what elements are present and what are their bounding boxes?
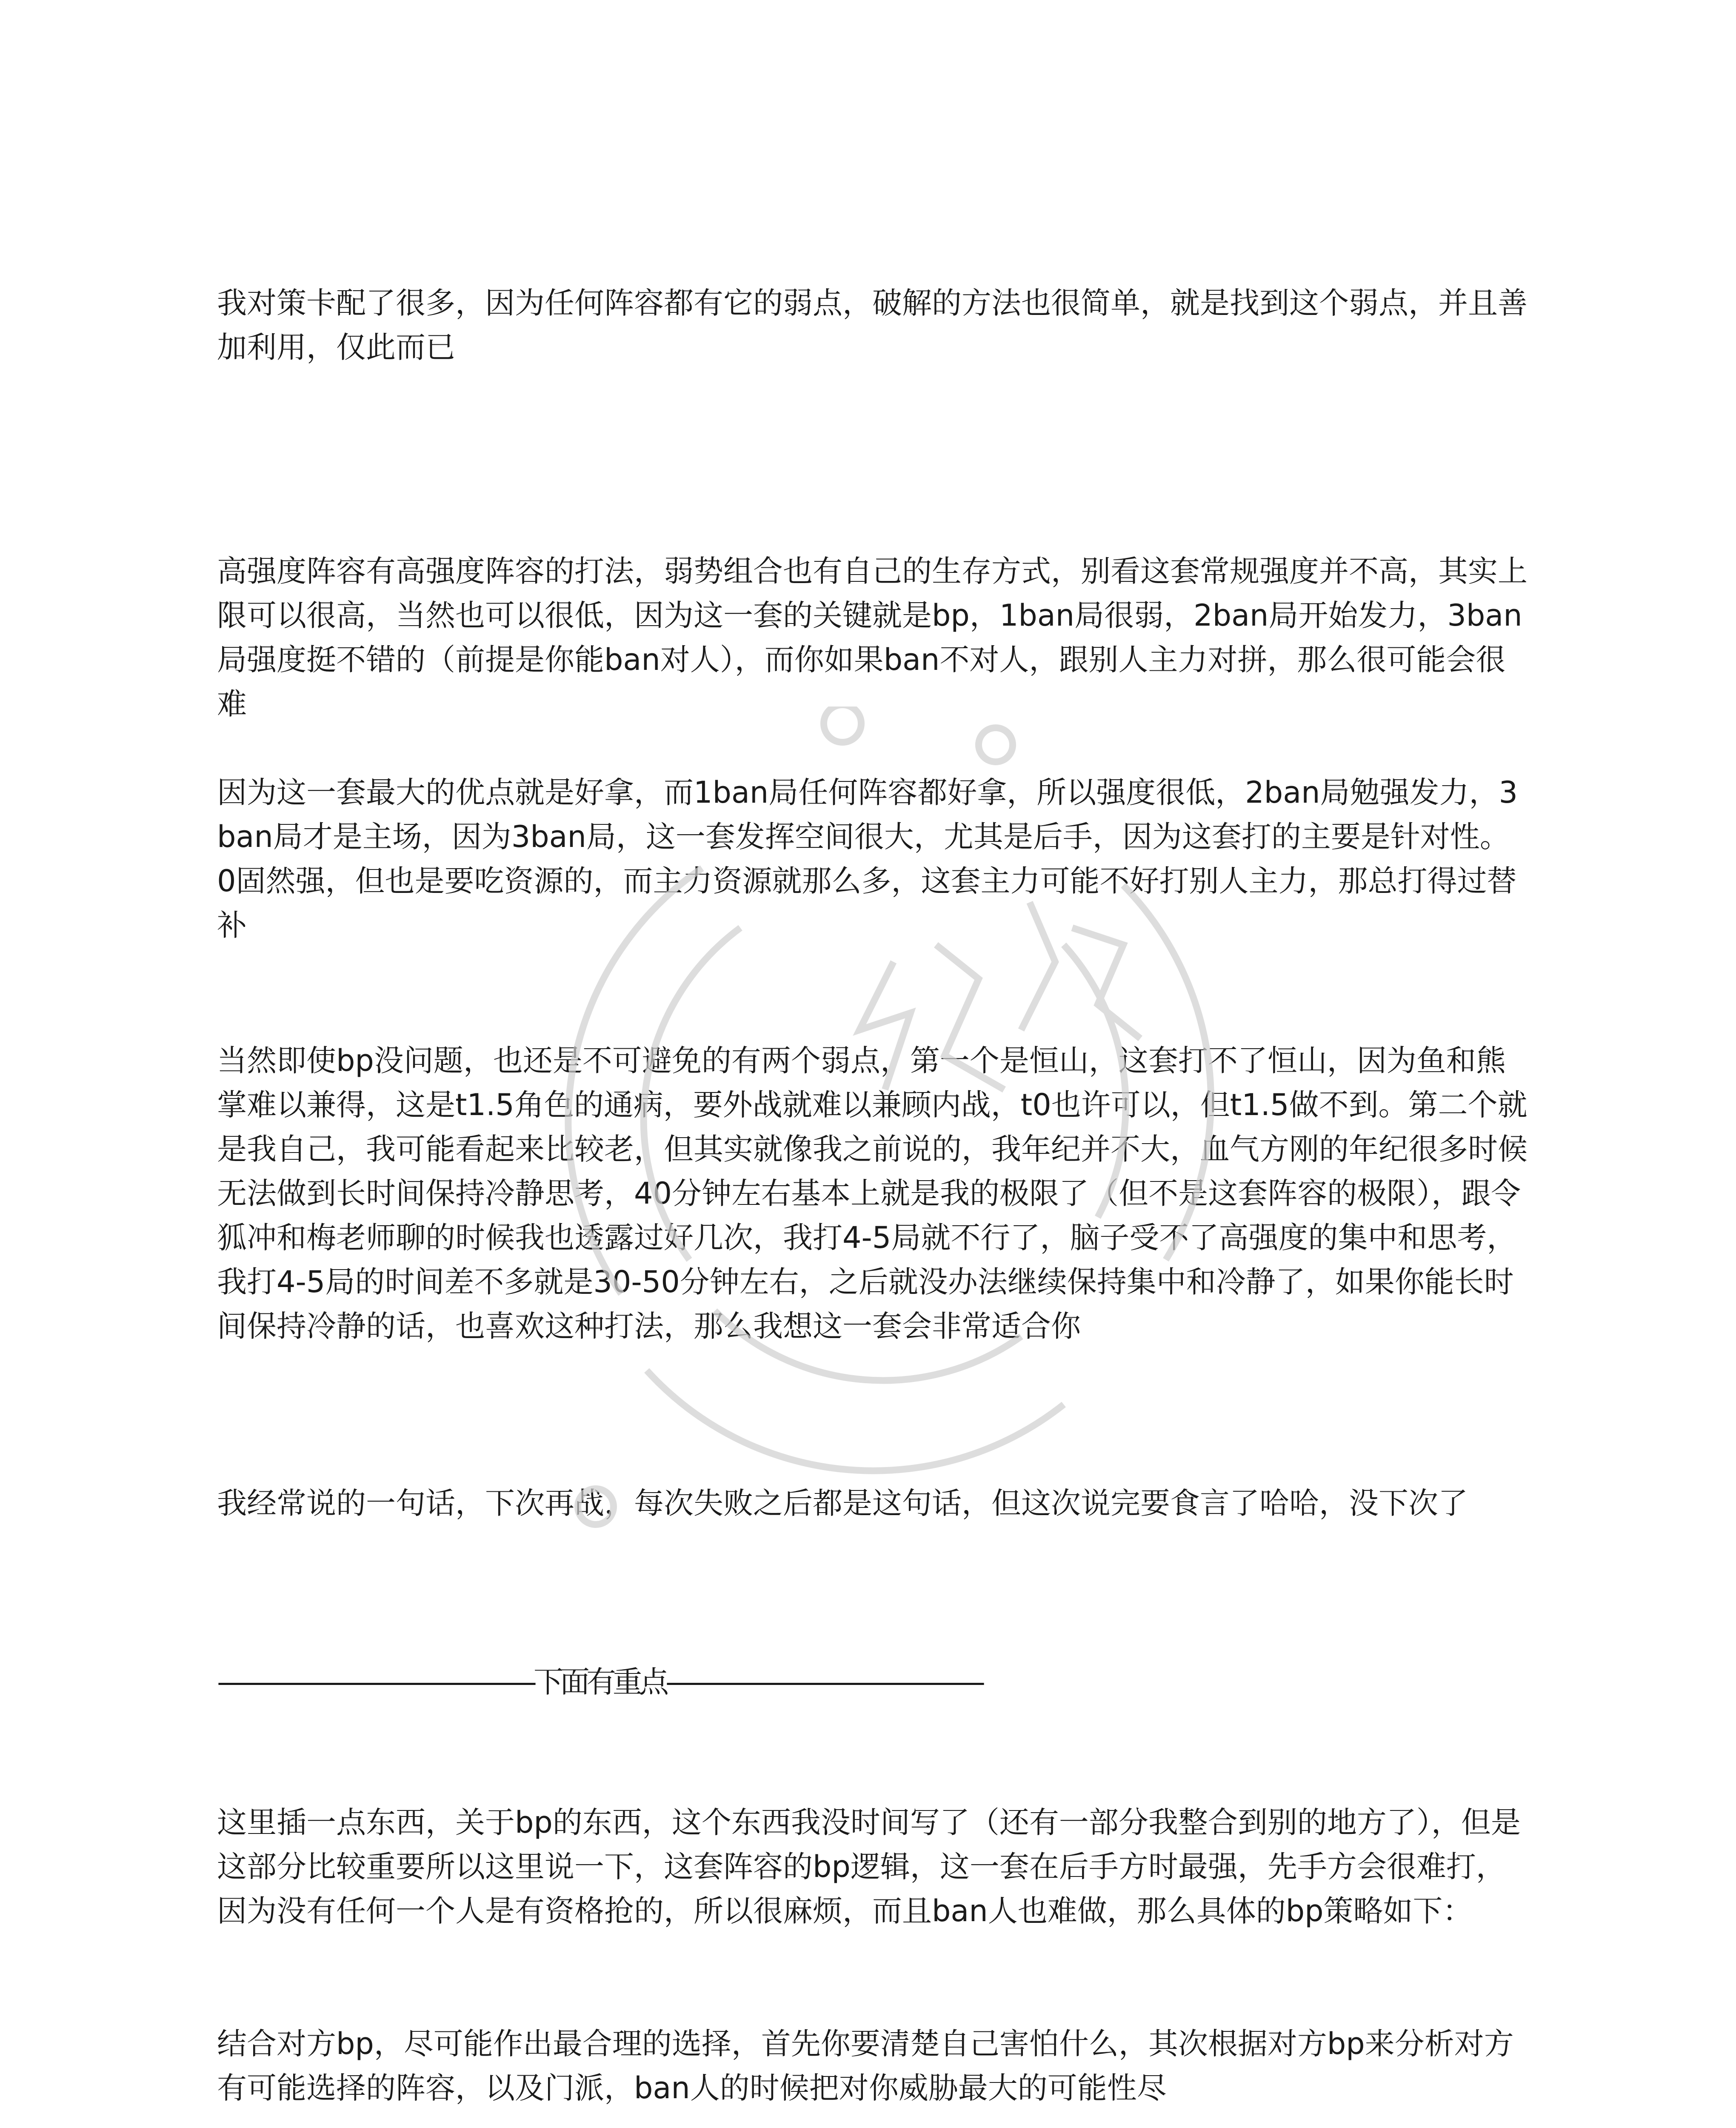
paragraph-5: 我经常说的一句话，下次再战，每次失败之后都是这句话，但这次说完要食言了哈哈，没下次了	[217, 1486, 1468, 1521]
paragraph-3: 因为这一套最大的优点就是好拿，而1ban局任何阵容都好拿，所以强度很低，2ban局勉强发力，3ban局才是主场，因为3ban局，这一套发挥空间很大，尤其是后手，因为这套打的主要是针对性。0固然强，但也是要吃资源的，而主力资源就那么多，这套主力可能不好打别人主力，那总打得过替补	[217, 775, 1518, 943]
paragraph-2: 高强度阵容有高强度阵容的打法，弱势组合也有自己的生存方式，别看这套常规强度并不高，其实上限可以很高，当然也可以很低，因为这一套的关键就是bp，1ban局很弱，2ban局开始发力，3ban局强度挺不错的（前提是你能ban对人），而你如果ban不对人，跟别人主力对拼，那么很可能会很难	[217, 554, 1528, 721]
section-divider: ————————————下面有重点————————————	[217, 1665, 982, 1699]
paragraph-4: 当然即使bp没问题，也还是不可避免的有两个弱点，第一个是恒山，这套打不了恒山，因为鱼和熊掌难以兼得，这是t1.5角色的通病，要外战就难以兼顾内战，t0也许可以，但t1.5做不到。第二个就是我自己，我可能看起来比较老，但其实就像我之前说的，我年纪并不大，血气方刚的年纪很多时候无法做到长时间保持冷静思考，40分钟左右基本上就是我的极限了（但不是这套阵容的极限），跟令狐冲和梅老师聊的时候我也透露过好几次，我打4-5局就不行了，脑子受不了高强度的集中和思考，我打4-5局的时间差不多就是30-50分钟左右，之后就没办法继续保持集中和冷静了，如果你能长时间保持冷静的话，也喜欢这种打法，那么我想这一套会非常适合你	[217, 1043, 1528, 1344]
paragraph-1: 我对策卡配了很多，因为任何阵容都有它的弱点，破解的方法也很简单，就是找到这个弱点，并且善加利用，仅此而已	[217, 286, 1528, 365]
paragraph-6: 这里插一点东西，关于bp的东西，这个东西我没时间写了（还有一部分我整合到别的地方了），但是这部分比较重要所以这里说一下，这套阵容的bp逻辑，这一套在后手方时最强，先手方会很难打，因为没有任何一个人是有资格抢的，所以很麻烦，而且ban人也难做，那么具体的bp策略如下：	[217, 1805, 1521, 1928]
paragraph-7: 结合对方bp，尽可能作出最合理的选择，首先你要清楚自己害怕什么，其次根据对方bp来分析对方有可能选择的阵容，以及门派，ban人的时候把对你威胁最大的可能性尽	[217, 2026, 1514, 2105]
